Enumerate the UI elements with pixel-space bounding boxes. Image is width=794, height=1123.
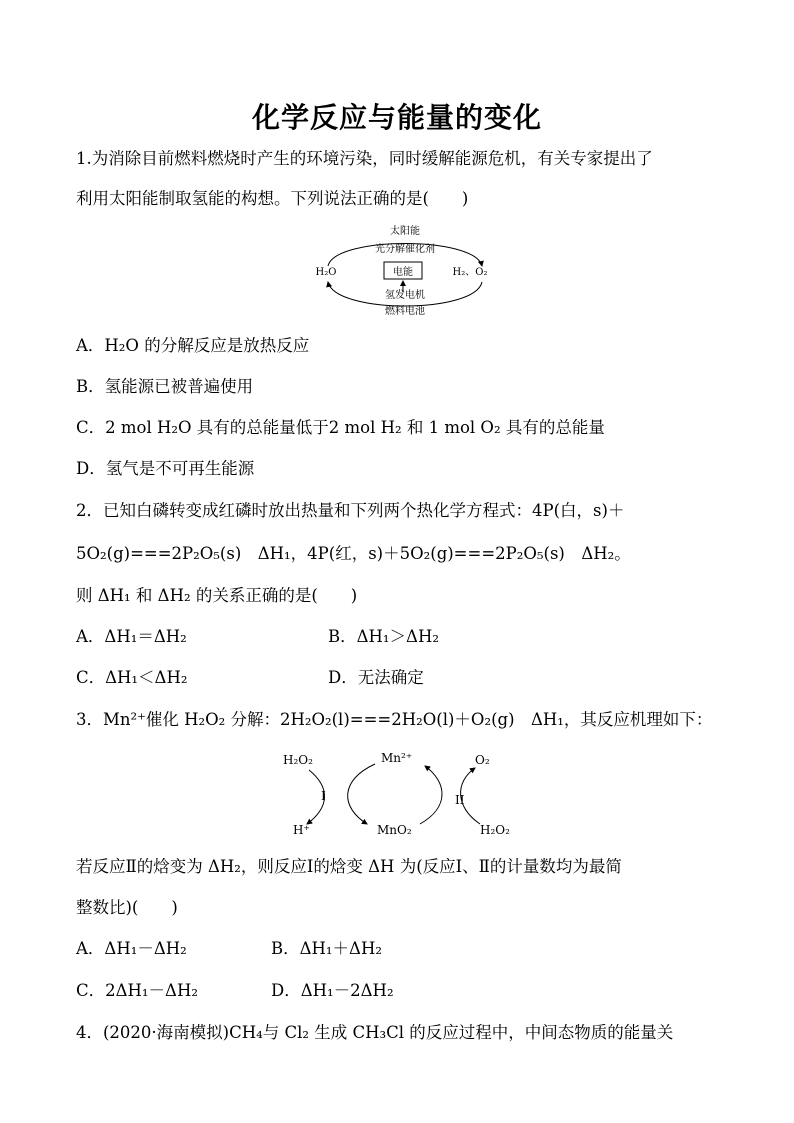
q2-option-d: D．无法确定: [328, 668, 424, 687]
q3-fig-h2o2-left: H₂O₂: [283, 753, 313, 767]
q3-fig-arc-mno2-to-mn2: [420, 766, 442, 824]
q1-fig-bottom-label1: 氢发电机: [385, 290, 425, 301]
q1-fig-top-label1: 太阳能: [390, 226, 420, 237]
q2-option-c: C．ΔH₁＜ΔH₂: [76, 668, 188, 687]
q1-fig-top-label2: 光分解催化剂: [375, 244, 435, 255]
q1-stem-line2: 利用太阳能制取氢能的构想。下列说法正确的是( ): [76, 189, 469, 208]
q3-fig-label-I: I: [321, 789, 326, 803]
q3-stem-line2: 若反应Ⅱ的焓变为 ΔH₂，则反应Ⅰ的焓变 ΔH 为(反应Ⅰ、Ⅱ的计量数均为最简: [76, 857, 622, 876]
q1-option-d: D．氢气是不可再生能源: [76, 459, 255, 478]
q2-stem-line3: 则 ΔH₁ 和 ΔH₂ 的关系正确的是( ): [76, 586, 358, 605]
q3-fig-h2o2-right: H₂O₂: [480, 823, 510, 837]
q3-fig-mno2: MnO₂: [377, 823, 412, 837]
q1-fig-center-label: 电能: [393, 267, 413, 278]
q3-stem-line3: 整数比)( ): [76, 898, 178, 917]
q3-option-a: A．ΔH₁－ΔH₂: [76, 939, 187, 958]
q1-stem-line1: 1.为消除目前燃料燃烧时产生的环境污染，同时缓解能源危机，有关专家提出了: [76, 149, 653, 168]
q3-stem-line1: 3．Mn²⁺催化 H₂O₂ 分解：2H₂O₂(l)===2H₂O(l)＋O₂(g) ΔH₁，其反应机理如下：: [76, 710, 713, 729]
q3-fig-mn2: Mn²⁺: [381, 751, 413, 765]
page-title: 化学反应与能量的变化: [251, 101, 542, 134]
q3-fig-hplus: H⁺: [293, 823, 310, 837]
q1-option-b: B．氢能源已被普遍使用: [76, 377, 254, 396]
q1-fig-right-species: H₂、O₂: [452, 267, 488, 278]
q3-option-b: B．ΔH₁＋ΔH₂: [271, 939, 382, 958]
q3-fig-arc-mn2-to-mno2: [348, 764, 375, 824]
q2-option-b: B．ΔH₁＞ΔH₂: [328, 627, 439, 646]
q2-stem-line2: 5O₂(g)===2P₂O₅(s) ΔH₁，4P(红，s)＋5O₂(g)===2P₂O₅(s) ΔH₂。: [76, 544, 631, 563]
q1-fig-left-species: H₂O: [315, 267, 337, 278]
q1-option-a: A．H₂O 的分解反应是放热反应: [76, 336, 310, 355]
q3-mechanism-diagram: [275, 742, 525, 842]
q2-option-a: A．ΔH₁＝ΔH₂: [76, 627, 187, 646]
q1-fig-bottom-label2: 燃料电池: [385, 306, 425, 317]
q1-option-c: C．2 mol H₂O 具有的总能量低于2 mol H₂ 和 1 mol O₂ 具有的总能量: [76, 418, 605, 437]
q3-fig-label-II: II: [455, 793, 465, 807]
q3-fig-o2: O₂: [475, 753, 490, 767]
q3-option-d: D．ΔH₁－2ΔH₂: [271, 981, 394, 1000]
q3-option-c: C．2ΔH₁－ΔH₂: [76, 981, 198, 1000]
q1-hydrogen-cycle-diagram: [310, 222, 500, 318]
q2-stem-line1: 2．已知白磷转变成红磷时放出热量和下列两个热化学方程式：4P(白，s)＋: [76, 501, 625, 520]
q4-stem-line1: 4．(2020·海南模拟)CH₄与 Cl₂ 生成 CH₃Cl 的反应过程中，中间态物质的能量关: [76, 1023, 674, 1042]
